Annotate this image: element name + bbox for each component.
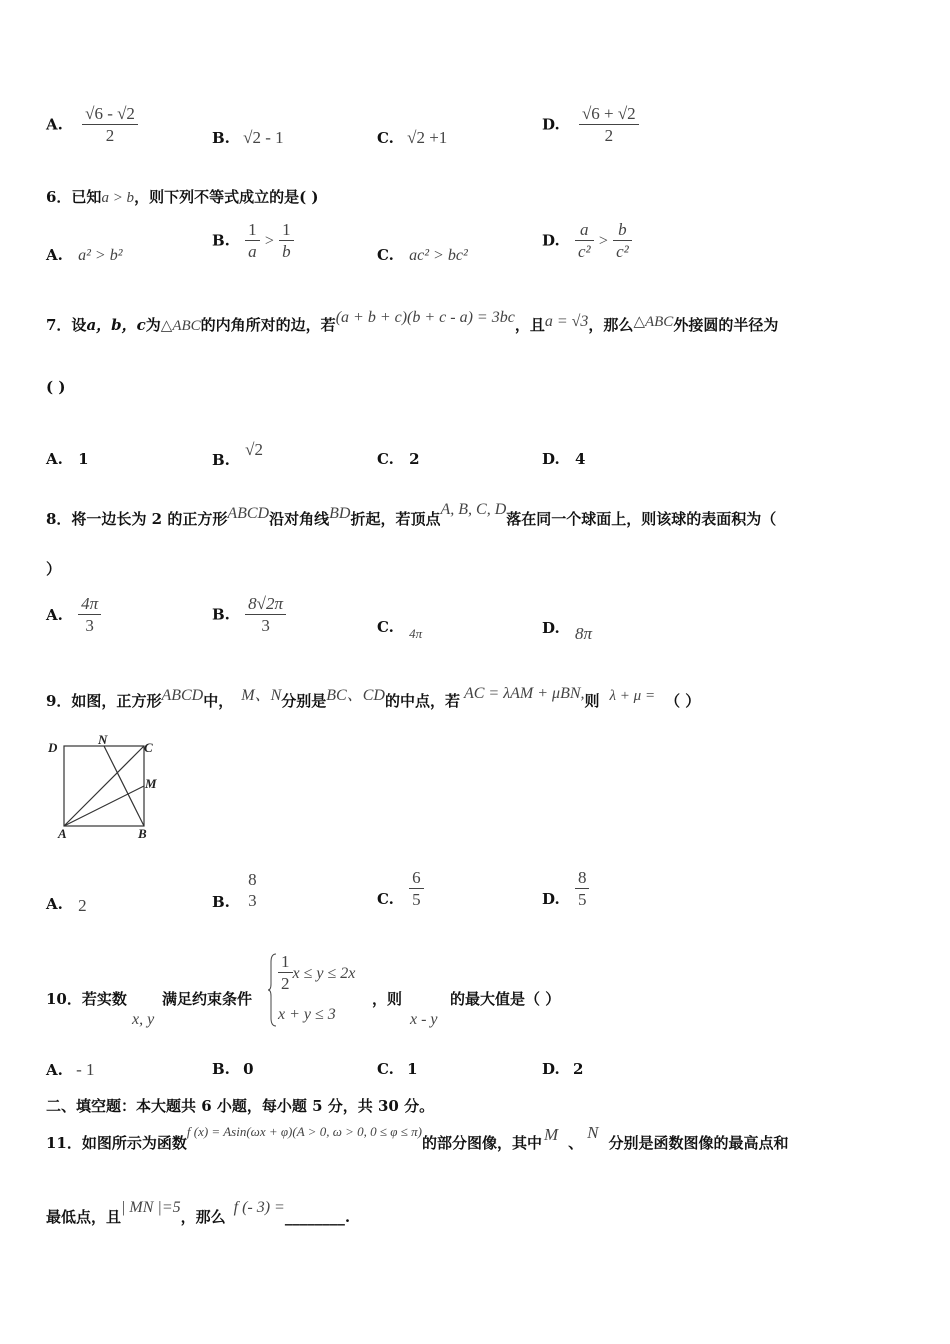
q11-stem-2: 最低点，且| MN |=5，那么f (- 3) =________. [46, 1199, 351, 1226]
q6-option-d: D. $\frac{a}{\text{c²}}$ > $\frac{b}{\text{c²}}$ [542, 220, 632, 263]
q6-option-c: C. ac² > bc² [377, 246, 468, 264]
segment-bn [104, 746, 144, 826]
q7-option-d: D. 4 [542, 450, 586, 468]
q8-stem: 8．将一边长为 2 的正方形ABCD沿对角线BD折起，若顶点A, B, C, D落在同一个球面上，则该球的表面积为（ [46, 501, 777, 528]
label-b: B [138, 826, 147, 841]
q8-option-b: B. $\frac{8√2\pi}{3}$ [212, 594, 286, 637]
q8-option-d: D. 8π [542, 619, 592, 643]
left-brace [268, 952, 278, 1028]
q6-stem: 6．已知a > b，则下列不等式成立的是( ) [46, 188, 319, 206]
q10-option-d: D. 2 [542, 1060, 584, 1078]
q9-option-b: B. 8 3 [212, 870, 257, 911]
q8-option-a: A. $\frac{4\pi}{3}$ [46, 594, 101, 637]
q9-option-d: D. $\frac{8}{5}$ [542, 868, 589, 911]
q10-stem-then: ，则 [372, 990, 403, 1008]
q7-option-c: C. 2 [377, 450, 420, 468]
q8-option-c: C. 4π [377, 618, 423, 641]
segment-am [64, 786, 144, 826]
q7-option-b: B. √2 [212, 440, 263, 469]
q9-option-c: C. $\frac{6}{5}$ [377, 868, 424, 911]
label-a: A [58, 826, 67, 841]
fraction: $\frac{√6 - √2}{2}$ [82, 104, 138, 147]
q10-vars: x, y [132, 1011, 155, 1028]
q7-option-a: A. 1 [46, 450, 89, 468]
q7-paren: ( ) [46, 378, 66, 396]
q9-square-figure [44, 732, 164, 844]
q10-stem-end: 的最大值是（ ） [450, 990, 561, 1008]
q8-close-paren: ） [46, 560, 62, 578]
q6-option-a: A. a² > b² [46, 246, 123, 264]
q10-option-c: C. 1 [377, 1060, 418, 1078]
label-n: N [98, 732, 108, 747]
q10-constraint-system: $\frac{1}{2}$ x ≤ y ≤ 2x x + y ≤ 3 [268, 952, 388, 1028]
q11-stem: 11．如图所示为函数f (x) = Asin(ωx + φ)(A > 0, ω > 0, 0 ≤ φ ≤ π)的部分图像，其中 M 、N分别是函数图像的最高点和 [46, 1123, 789, 1152]
answer-blank: ________ [284, 1208, 345, 1226]
q10-option-a: A. - 1 [46, 1060, 95, 1079]
q5-option-b: B. √2 - 1 [212, 128, 284, 147]
label-c: C [144, 740, 153, 755]
label-d: D [48, 740, 58, 755]
q5-option-c: C. √2 +1 [377, 128, 448, 147]
q10-stem-mid: 满足约束条件 [162, 990, 253, 1008]
q5-option-a [46, 104, 138, 147]
q7-stem: 7．设a，b，c为△ABC的内角所对的边，若(a + b + c)(b + c - a) = 3bc，且a = √3，那么△ABC外接圆的半径为 [46, 309, 779, 334]
label-m: M [145, 776, 157, 791]
diagonal-ac [64, 746, 144, 826]
q10-stem-start: 10．若实数 [46, 990, 127, 1008]
option-label: A. [46, 115, 63, 134]
q9-stem: 9．如图，正方形ABCD中， M、N分别是BC、CD的中点，若 AC = λAM + μBN,则 λ + μ = （ ） [46, 685, 701, 710]
q10-option-b: B. 0 [212, 1060, 254, 1078]
q10-expr: x - y [410, 1011, 438, 1028]
fraction: $\frac{√6 + √2}{2}$ [579, 104, 639, 147]
section-heading: 二、填空题：本大题共 6 小题，每小题 5 分，共 30 分。 [46, 1097, 435, 1115]
q6-option-b: B. $\frac{1}{a}$ > $\frac{1}{b}$ [212, 220, 294, 263]
q9-option-a: A. 2 [46, 895, 87, 915]
q5-option-d: D. $\frac{√6 + √2}{2}$ [542, 104, 639, 147]
